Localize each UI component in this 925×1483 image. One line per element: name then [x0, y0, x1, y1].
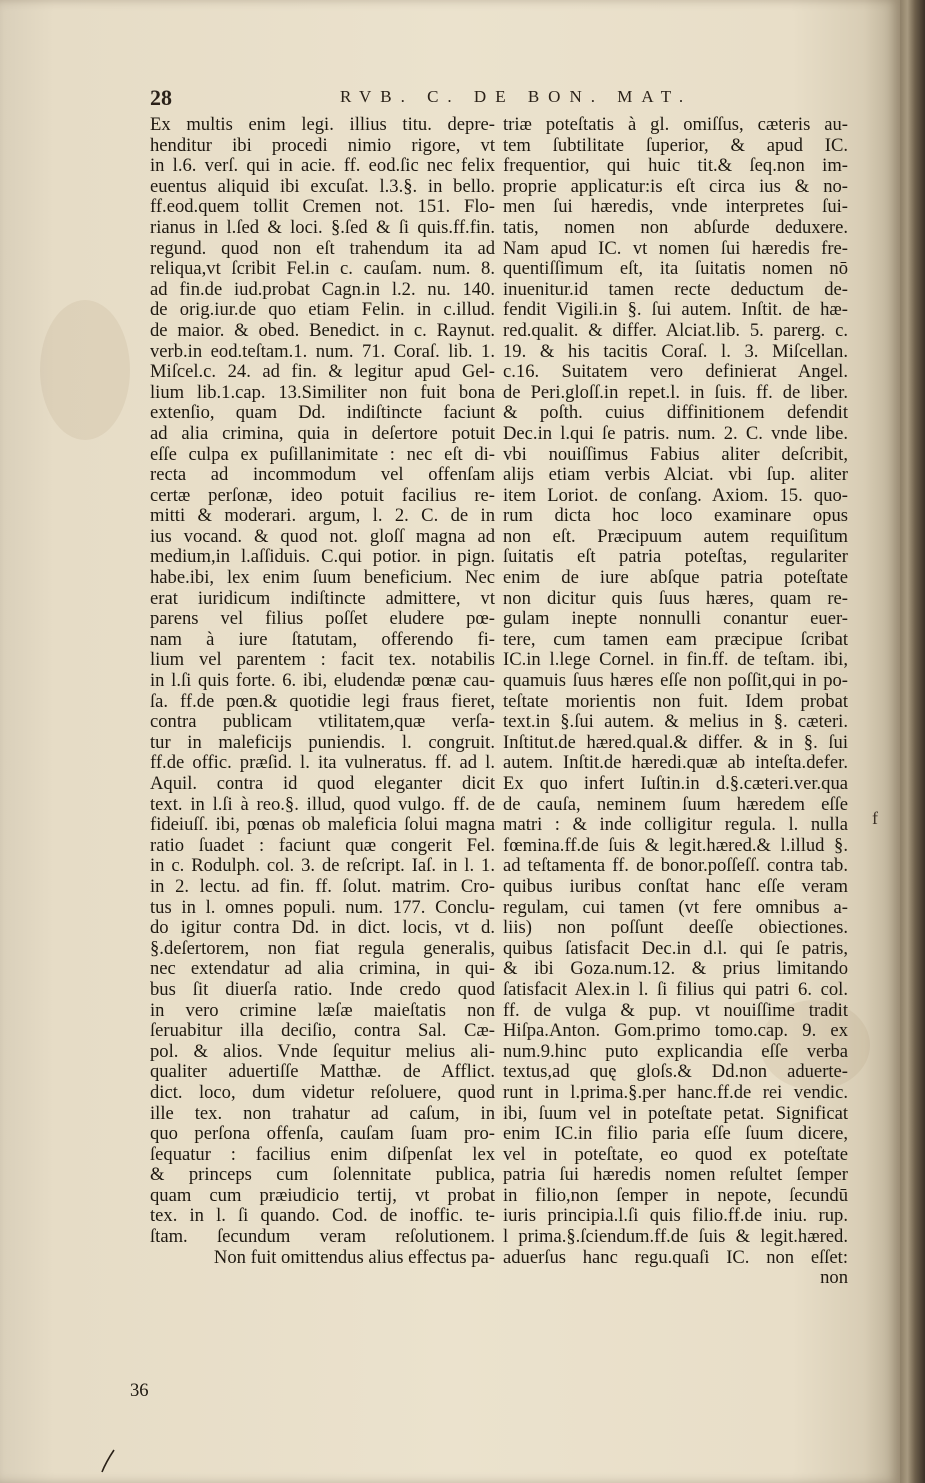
page-number: 28: [150, 85, 172, 110]
text-line: extenſio, quam Dd. indiſtincte faciunt: [150, 403, 495, 424]
text-line: tere, cum tamen eam præcipue ſcribat: [503, 629, 848, 650]
text-line: nec extendatur ad alia crimina, in qui-: [150, 959, 495, 980]
text-line: quam cum præiudicio tertij, vt probat: [150, 1185, 495, 1206]
text-line: erat iuridicum indiſtincte admittere, vt: [150, 588, 495, 609]
text-line: num.9.hinc puto explicandia eſſe verba: [503, 1041, 848, 1062]
text-line: textus,ad quę gloſs.& Dd.non aduerte-: [503, 1062, 848, 1083]
text-line: dict. loco, dum videtur reſoluere, quod: [150, 1082, 495, 1103]
text-line: contra publicam vtilitatem,quæ verſa-: [150, 712, 495, 733]
text-line: rum dicta hoc loco examinare opus: [503, 506, 848, 527]
text-line: ſtam. ſecundum veram reſolutionem.: [150, 1227, 495, 1248]
text-line: in filio,non ſemper in nepote, ſecundū: [503, 1185, 848, 1206]
margin-number: 36: [130, 1380, 149, 1401]
text-line: in l.ſi quis forte. 6. ibi, eludendæ pœnæ cau-: [150, 671, 495, 692]
text-line: pol. & alios. Vnde ſequitur melius ali-: [150, 1041, 495, 1062]
text-line: in l.6. verſ. qui in acie. ff. eod.ſic nec felix: [150, 156, 495, 177]
text-line: in 2. lectu. ad fin. ff. ſolut. matrim. Cro-: [150, 876, 495, 897]
text-line: fideiuſſ. ibi, pœnas ob maleficia ſolui magna: [150, 815, 495, 836]
text-line: Aquil. contra id quod eleganter dicit: [150, 774, 495, 794]
text-line: enim IC.in filio paria eſſe ſuum dicere,: [503, 1124, 848, 1145]
text-line: frequentior, qui huic tit.& ſeq.non im-: [503, 156, 848, 177]
text-line: ius vocand. & quod not. gloſſ magna ad: [150, 526, 495, 547]
text-line: proprie applicatur:is eſt circa ius & no-: [503, 176, 848, 197]
text-line: Ex multis enim legi. illius titu. depre-: [150, 115, 495, 135]
text-line: de maior. & obed. Benedict. in c. Raynut.: [150, 320, 495, 341]
text-line: parens vel filius poſſet eludere pœ-: [150, 609, 495, 630]
text-line: Ex quo infert Iuſtin.in d.§.cæteri.ver.qua: [503, 774, 848, 794]
text-line: fœmina.ff.de ſuis & legit.hæred.& l.illud §.: [503, 835, 848, 856]
text-line: ſeruabitur illa deciſio, contra Sal. Cæ-: [150, 1021, 495, 1042]
text-line: quibus iuribus conſtat hanc eſſe veram: [503, 876, 848, 897]
text-line: autem. Inſtit.de hæredi.quæ ab inteſta.defer.: [503, 753, 848, 774]
text-line: tatis, nomen non abſurde deduxere.: [503, 217, 848, 238]
text-line: ad teſtamenta ff. de bonor.poſſeſſ. contra tab.: [503, 856, 848, 877]
text-line: henditur ibi procedi nimio rigore, vt: [150, 135, 495, 156]
text-line: enim de iure abſque patria poteſtate: [503, 568, 848, 589]
text-line: ille tex. non trahatur ad caſum, in: [150, 1103, 495, 1124]
text-line: lium lib.1.cap. 13.Similiter non fuit bona: [150, 382, 495, 403]
text-line: text.in §.ſui autem. & melius in §. cæteri.: [503, 712, 848, 733]
text-line: fendit Vigili.in §. ſui autem. Inſtit. de hæ-: [503, 300, 848, 321]
text-line: ad fin.de iud.probat Cagn.in l.2. nu. 140.: [150, 279, 495, 300]
text-line: Inſtitut.de hæred.qual.& differ. & in §. ſui: [503, 732, 848, 753]
text-line: qualiter aduertiſſe Matthæ. de Afflict.: [150, 1062, 495, 1083]
text-line: & poſth. cuius diffinitionem defendit: [503, 403, 848, 424]
text-line: Nam apud IC. vt nomen ſui hæredis fre-: [503, 238, 848, 259]
text-line: liis) non poſſunt deeſſe obiectiones.: [503, 918, 848, 939]
text-line: ſequatur : facilius enim diſpenſat lex: [150, 1144, 495, 1165]
text-line: vel in poteſtate, eo quod ex poteſtate: [503, 1144, 848, 1165]
text-line: triæ poteſtatis à gl. omiſſus, cæteris au-: [503, 115, 848, 135]
text-line: Miſcel.c. 24. ad fin. & legitur apud Gel-: [150, 362, 495, 383]
text-line: men ſui hæredis, vnde interpretes ſui-: [503, 197, 848, 218]
text-line: ſatisfacit Alex.in l. ſi filius qui patri 6. col.: [503, 979, 848, 1000]
text-line: runt in l.prima.§.per hanc.ff.de rei vendic.: [503, 1082, 848, 1103]
text-line: quo perſona offenſa, cauſam ſuam pro-: [150, 1124, 495, 1145]
text-line: in c. Rodulph. col. 3. de reſcript. Iaſ. in l. 1.: [150, 856, 495, 877]
text-line: ad alia crimina, quia in deſertore potuit: [150, 423, 495, 444]
text-line: teſtate morientis non fuit. Idem probat: [503, 691, 848, 712]
text-line: in vero crimine læſæ maieſtatis non: [150, 1000, 495, 1021]
text-line: patria ſui hæredis nomen reſultet ſemper: [503, 1165, 848, 1186]
text-line: & princeps cum ſolennitate publica,: [150, 1165, 495, 1186]
text-line: habe.ibi, lex enim ſuum beneficium. Nec: [150, 568, 495, 589]
paper-stain: [40, 300, 130, 440]
text-line: Non fuit omittendus alius effectus pa-: [213, 1247, 495, 1268]
text-line: matri : & inde colligitur regula. l. nulla: [503, 815, 848, 836]
text-line: medium,in l.aſſiduis. C.qui potior. in pign.: [150, 547, 495, 568]
text-line: ibi, ſuum vel in poteſtate petat. Significat: [503, 1103, 848, 1124]
text-line: euentus aliquid ibi excuſat. l.3.§. in bello.: [150, 176, 495, 197]
text-line: ſa. ff.de pœn.& quotidie legi fraus fieret,: [150, 691, 495, 712]
text-line: & ibi Goza.num.12. & prius limitando: [503, 959, 848, 980]
text-line: tur in maleficijs puniendis. l. congruit.: [150, 732, 495, 753]
page-edge: [900, 0, 925, 1483]
text-line: quamuis ſuus hæres eſſe non poſſit,qui in po-: [503, 671, 848, 692]
text-line: tem ſubtilitate ſuperior, & apud IC.: [503, 135, 848, 156]
text-line: 19. & his tacitis Coraſ. l. 3. Miſcellan.: [503, 341, 848, 362]
text-line: tex. in l. ſi quando. Cod. de inoffic. te-: [150, 1206, 495, 1227]
text-line: §.deſertorem, non fiat regula generalis,: [150, 938, 495, 959]
text-line: text. in l.ſi à reo.§. illud, quod vulgo. ff. de: [150, 794, 495, 815]
text-line: lium vel parentem : facit tex. notabilis: [150, 650, 495, 671]
text-line: regulam, cui tamen (vt fere omnibus a-: [503, 897, 848, 918]
text-line: rianus in l.ſed & loci. §.ſed & ſi quis.ff.fin.: [150, 217, 495, 238]
text-line: non eſt. Præcipuum autem requiſitum: [503, 526, 848, 547]
text-line: Dec.in l.qui ſe patris. num. 2. C. vnde libe.: [503, 423, 848, 444]
text-line: quentiſſimum eſt, ita ſuitatis nomen nō: [503, 259, 848, 280]
text-line: non dicitur quis ſuus hæres, quam re-: [503, 588, 848, 609]
text-line: l prima.§.ſciendum.ff.de ſuis & legit.hæred.: [503, 1227, 848, 1248]
text-line: inuenitur.id tamen recte deductum de-: [503, 279, 848, 300]
text-line: Hiſpa.Anton. Gom.primo tomo.cap. 9. ex: [503, 1021, 848, 1042]
text-line: reliqua,vt ſcribit Fel.in c. cauſam. num. 8.: [150, 259, 495, 280]
text-line: do igitur contra Dd. in dict. locis, vt d.: [150, 918, 495, 939]
text-line: non: [820, 1268, 848, 1289]
text-line: ff.eod.quem tollit Cremen not. 151. Flo-: [150, 197, 495, 218]
text-line: vbi nouiſſimus Fabius aliter deſcribit,: [503, 444, 848, 465]
text-line: eſſe culpa ex puſillanimitate : nec eſt di-: [150, 444, 495, 465]
text-line: ff.de offic. præſid. l. ita vulneratus. ff. ad l.: [150, 753, 495, 774]
text-line: certæ perſonæ, ideo potuit facilius re-: [150, 485, 495, 506]
text-line: quibus ſatisfacit Dec.in d.l. qui ſe patris,: [503, 938, 848, 959]
text-line: ff. de vulga & pup. vt nouiſſime tradit: [503, 1000, 848, 1021]
text-line: item Loriot. de conſang. Axiom. 15. quo-: [503, 485, 848, 506]
text-line: de Peri.gloſſ.in repet.l. in ſuis. ff. de liber.: [503, 382, 848, 403]
text-line: gulam inepte nonnulli conantur euer-: [503, 609, 848, 630]
text-line: tus in l. omnes populi. num. 177. Conclu-: [150, 897, 495, 918]
text-line: iuris principia.l.ſi quis filio.ff.de iniu. rup.: [503, 1206, 848, 1227]
text-line: ratio ſuadet : faciunt quæ congerit Fel.: [150, 835, 495, 856]
left-column: [150, 115, 495, 1268]
text-line: ſuitatis eſt patria poteſtas, regulariter: [503, 547, 848, 568]
text-line: recta ad incommodum vel offenſam: [150, 465, 495, 486]
text-line: red.qualit. & differ. Alciat.lib. 5. parerg. c.: [503, 320, 848, 341]
text-line: de orig.iur.de quo etiam Felin. in c.illud.: [150, 300, 495, 321]
page-header: [150, 85, 693, 111]
text-line: c.16. Suitatem vero definierat Angel.: [503, 362, 848, 383]
running-title: RVB. C. DE BON. MAT.: [340, 87, 693, 106]
text-line: de cauſa, neminem ſuum hæredem eſſe: [503, 794, 848, 815]
text-line: regund. quod non eſt trahendum ita ad: [150, 238, 495, 259]
text-line: verb.in eod.teſtam.1. num. 71. Coraſ. lib. 1.: [150, 341, 495, 362]
text-line: alijs etiam verbis Alciat. vbi ſup. aliter: [503, 465, 848, 486]
text-line: IC.in l.lege Cornel. in fin.ff. de teſtam. ibi,: [503, 650, 848, 671]
text-line: mitti & moderari. argum, l. 2. C. de in: [150, 506, 495, 527]
text-line: nam à iure ſtatutam, offerendo fi-: [150, 629, 495, 650]
text-line: bus ſit diuerſa ratio. Inde credo quod: [150, 979, 495, 1000]
text-line: aduerſus hanc regu.quaſi IC. non eſſet:: [503, 1247, 848, 1268]
ink-stroke: [100, 1448, 116, 1474]
right-column: [503, 115, 848, 1289]
margin-mark: f: [872, 808, 878, 828]
